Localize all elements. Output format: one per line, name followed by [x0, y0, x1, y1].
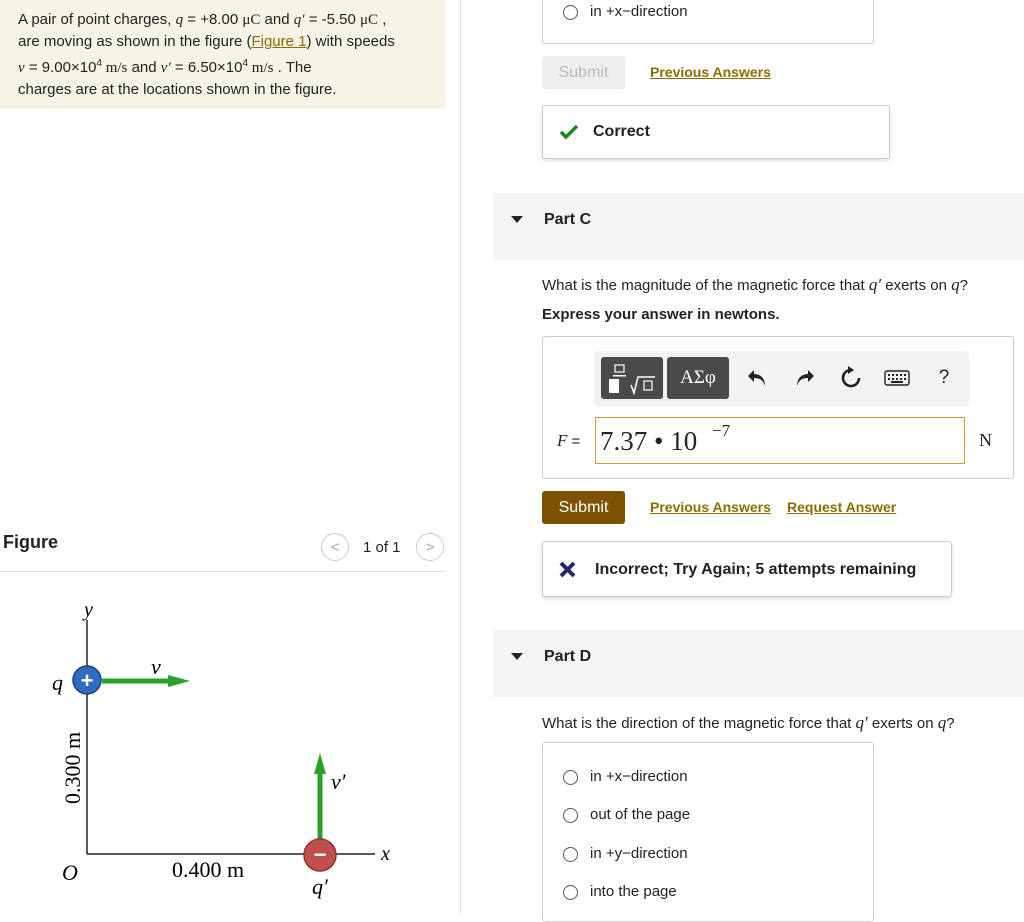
math-toolbar [594, 351, 969, 406]
partC-request-answer-link[interactable]: Request Answer [787, 499, 897, 515]
redo-icon [793, 368, 815, 388]
collapse-triangle-icon [511, 216, 523, 223]
partD-option-radio-0[interactable] [563, 770, 578, 785]
reset-button[interactable] [837, 364, 865, 392]
partD-header[interactable] [493, 630, 1024, 697]
chevron-right-icon: > [425, 538, 435, 556]
greek-symbols-button[interactable]: ΑΣφ [667, 357, 729, 399]
partD-option-radio-2[interactable] [563, 847, 578, 862]
charge-qp-label: q′ [312, 874, 328, 899]
figure-next-button[interactable] [416, 533, 444, 561]
partB-previous-answers-link[interactable]: Previous Answers [650, 64, 771, 80]
partC-answer-box [542, 336, 1014, 479]
fraction-root-icon [607, 363, 659, 395]
partD-title: Part D [544, 648, 592, 665]
figure-page-count: 1 of 1 [363, 539, 401, 556]
chevron-left-icon: < [330, 538, 340, 556]
partD-option-radio-3[interactable] [563, 885, 578, 900]
vertical-dimension-label: 0.300 m [60, 731, 85, 804]
partD-options-box [542, 742, 874, 922]
velocity-vp-arrow-head [314, 753, 326, 774]
partD-question: What is the direction of the magnetic force that q′ exerts on q? [542, 713, 955, 732]
redo-button[interactable] [790, 364, 818, 392]
answer-input[interactable]: 7.37 • 10 −7 [595, 417, 965, 464]
partC-header[interactable] [493, 193, 1024, 260]
partC-incorrect-feedback: Incorrect; Try Again; 5 attempts remaining [542, 541, 952, 597]
horizontal-dimension-label: 0.400 m [172, 857, 245, 882]
velocity-vp-label: v′ [331, 769, 346, 794]
templates-button[interactable] [601, 357, 663, 399]
minus-sign-icon: − [313, 842, 327, 867]
charge-q-label: q [52, 670, 63, 695]
help-button[interactable]: ? [938, 367, 950, 388]
charges-figure [0, 572, 445, 914]
partD-option-radio-1[interactable] [563, 808, 578, 823]
reset-icon [839, 366, 863, 390]
partB-options-box [542, 0, 874, 44]
partD-option-label-0: in +x−direction [590, 768, 688, 785]
partC-previous-answers-link[interactable]: Previous Answers [650, 499, 771, 515]
x-axis-label: x [381, 843, 390, 865]
partC-title: Part C [544, 211, 592, 228]
partB-option-radio[interactable] [563, 5, 578, 20]
partB-submit-button[interactable]: Submit [542, 56, 625, 89]
partC-instruction: Express your answer in newtons. [542, 306, 780, 323]
y-axis-label: y [84, 599, 93, 621]
checkmark-icon [559, 124, 579, 140]
undo-button[interactable] [744, 364, 772, 392]
figure-link[interactable]: Figure 1 [251, 33, 307, 50]
keyboard-icon [884, 370, 910, 386]
velocity-v-arrow-head [168, 675, 190, 687]
partD-option-label-3: into the page [590, 883, 677, 900]
figure-prev-button[interactable] [321, 533, 349, 561]
partD-option-label-2: in +y−direction [590, 845, 688, 862]
x-mark-icon [559, 561, 576, 578]
keyboard-button[interactable] [882, 364, 912, 392]
partC-question: What is the magnitude of the magnetic force that q′ exerts on q? [542, 275, 968, 294]
partD-option-label-1: out of the page [590, 806, 691, 823]
problem-text: A pair of point charges, q = +8.00 μC and q′ = -5.50 μC , are moving as shown in the figure (Figure 1) with speeds $v = 9.00\times 10^4$ m/s and $v' = 6.50\times 10^4$ m/s . The charges are at the locations shown in the figure. [18, 11, 395, 98]
plus-sign-icon: + [80, 668, 94, 693]
partC-submit-button[interactable]: Submit [542, 491, 625, 524]
answer-variable-label: F = [557, 431, 581, 450]
problem-statement-panel [0, 0, 445, 109]
collapse-triangle-icon [511, 653, 523, 660]
panel-divider [460, 0, 461, 914]
undo-icon [747, 368, 769, 388]
partB-option-label: in +x−direction [590, 3, 688, 20]
figure-title: Figure [3, 532, 59, 552]
partB-correct-feedback: Correct [542, 105, 890, 159]
velocity-v-label: v [151, 654, 161, 679]
answer-unit: N [979, 430, 992, 450]
origin-label: O [62, 860, 78, 885]
